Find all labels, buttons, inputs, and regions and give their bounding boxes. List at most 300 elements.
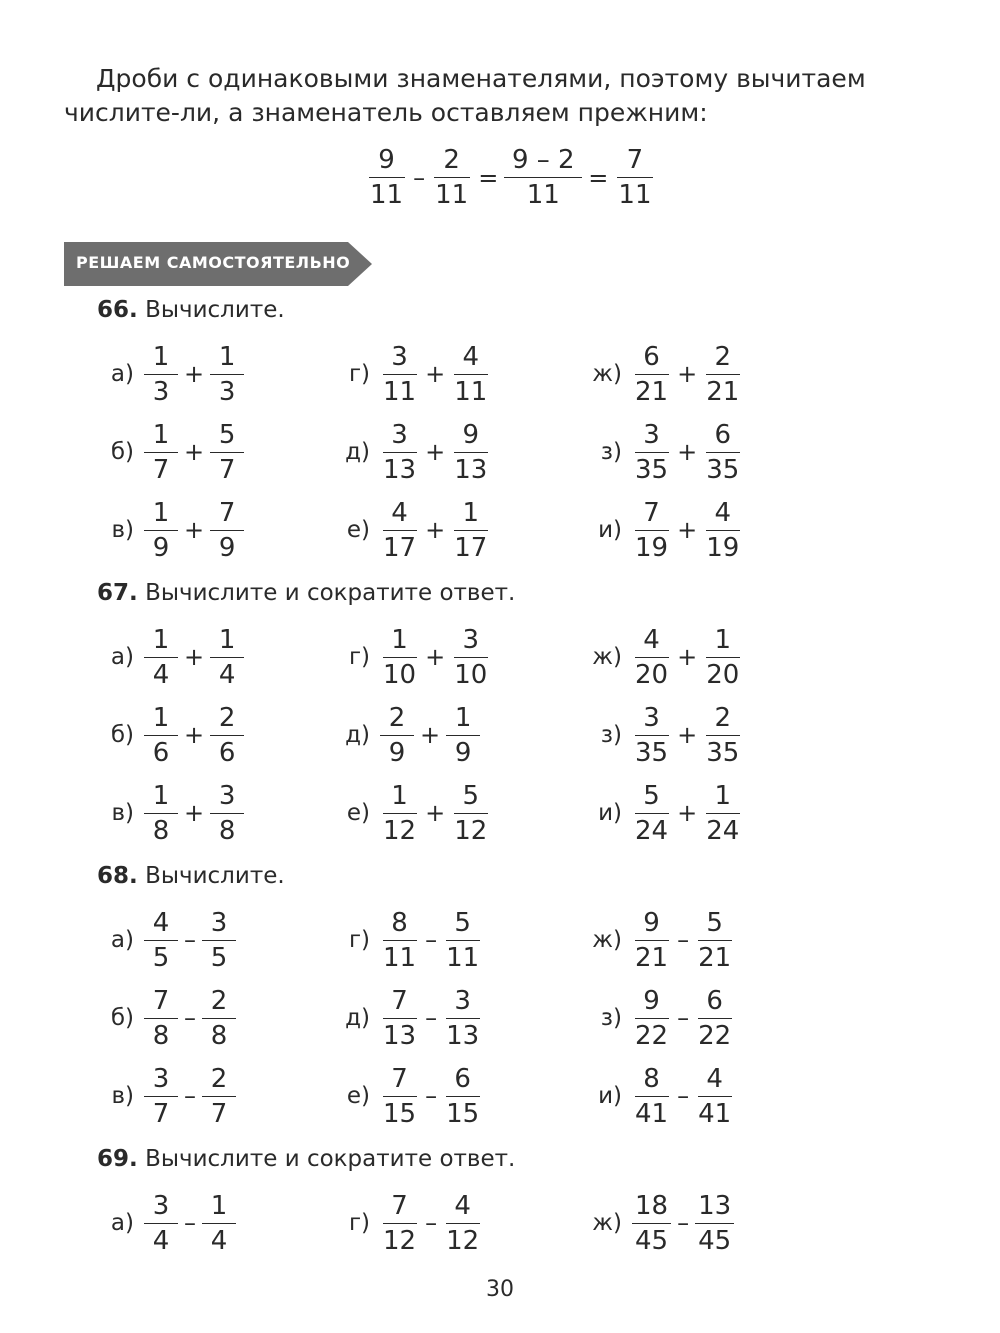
numerator: 3 (383, 340, 417, 375)
denominator: 8 (152, 1020, 170, 1051)
numerator: 13 (695, 1189, 734, 1224)
denominator: 45 (698, 1225, 732, 1256)
numerator: 5 (698, 906, 732, 941)
denominator: 21 (706, 376, 740, 407)
denominator: 11 (618, 180, 652, 210)
numerator: 4 (446, 1189, 480, 1224)
page-number: 30 (486, 1277, 514, 1302)
operator-sign: – (425, 926, 438, 954)
fraction (202, 1062, 236, 1131)
formula-fraction-1 (366, 143, 407, 212)
numerator: 7 (383, 984, 417, 1019)
denominator: 19 (706, 532, 740, 563)
exercise-letter: и) (598, 517, 622, 543)
denominator: 11 (383, 942, 417, 973)
numerator: 5 (454, 779, 488, 814)
numerator: 1 (383, 623, 417, 658)
operator-sign: + (677, 721, 698, 749)
denominator: 35 (635, 454, 669, 485)
task-68-title (97, 863, 285, 889)
fraction (451, 340, 490, 409)
numerator: 1 (454, 496, 488, 531)
exercise-letter: а) (110, 1210, 134, 1236)
fraction (380, 340, 419, 409)
denominator: 41 (635, 1098, 669, 1129)
fraction (632, 1189, 671, 1258)
denominator: 11 (435, 180, 469, 210)
fraction (210, 779, 244, 848)
exercise-item (100, 1186, 236, 1260)
exercise-item (336, 1059, 482, 1133)
exercise-letter: ж) (592, 644, 622, 670)
denominator: 41 (698, 1098, 732, 1129)
operator-sign: – (677, 926, 690, 954)
operator-sign: – (425, 1004, 438, 1032)
operator-sign: + (425, 799, 446, 827)
numerator: 7 (210, 496, 244, 531)
numerator: 1 (446, 701, 480, 736)
exercise-letter: е) (346, 800, 370, 826)
fraction (210, 418, 244, 487)
numerator: 2 (380, 701, 414, 736)
fraction (144, 984, 178, 1053)
numerator: 4 (706, 496, 740, 531)
exercise-item (336, 620, 490, 694)
denominator: 15 (383, 1098, 417, 1129)
fraction (703, 340, 742, 409)
numerator: 1 (210, 340, 244, 375)
fraction (443, 1062, 482, 1131)
numerator: 7 (383, 1062, 417, 1097)
exercise-letter: ж) (592, 927, 622, 953)
operator-sign: + (677, 799, 698, 827)
fraction (380, 496, 419, 565)
task-number: 68. (97, 863, 138, 889)
denominator: 11 (454, 376, 488, 407)
fraction (144, 779, 178, 848)
denominator: 15 (446, 1098, 480, 1129)
numerator: 3 (383, 418, 417, 453)
fraction (144, 906, 178, 975)
exercise-item (588, 493, 742, 567)
task-66-title (97, 297, 285, 323)
denominator: 6 (218, 737, 236, 768)
fraction (703, 623, 742, 692)
task-number: 67. (97, 580, 138, 606)
exercise-letter: и) (598, 800, 622, 826)
operator-sign: + (425, 516, 446, 544)
exercise-item (336, 981, 482, 1055)
numerator: 9 (454, 418, 488, 453)
fraction (451, 418, 490, 487)
exercise-letter: з) (600, 722, 622, 748)
exercise-letter: в) (111, 800, 134, 826)
exercise-letter: д) (345, 1005, 370, 1031)
operator-sign: – (677, 1004, 690, 1032)
operator-sign: + (184, 438, 205, 466)
denominator: 9 (454, 737, 472, 768)
numerator: 1 (144, 496, 178, 531)
numerator: 6 (446, 1062, 480, 1097)
exercise-item (588, 981, 734, 1055)
operator-sign: + (184, 721, 205, 749)
exercise-item (336, 493, 490, 567)
exercise-item (588, 698, 742, 772)
exercise-letter: д) (345, 439, 370, 465)
fraction (632, 984, 671, 1053)
denominator: 20 (706, 659, 740, 690)
denominator: 10 (383, 659, 417, 690)
denominator: 21 (635, 376, 669, 407)
numerator: 5 (635, 779, 669, 814)
fraction (451, 779, 490, 848)
fraction (210, 496, 244, 565)
denominator: 4 (218, 659, 236, 690)
exercise-letter: в) (111, 1083, 134, 1109)
denominator: 11 (383, 376, 417, 407)
formula-fraction-4 (614, 143, 655, 212)
exercise-item (100, 415, 244, 489)
fraction (632, 779, 671, 848)
fraction (144, 623, 178, 692)
denominator: 12 (454, 815, 488, 846)
fraction (695, 1189, 734, 1258)
numerator: 4 (144, 906, 178, 941)
exercise-letter: а) (110, 361, 134, 387)
numerator: 4 (454, 340, 488, 375)
task-number: 66. (97, 297, 138, 323)
exercise-letter: б) (110, 439, 134, 465)
fraction (144, 340, 178, 409)
denominator: 22 (698, 1020, 732, 1051)
example-formula (366, 143, 656, 212)
fraction (210, 623, 244, 692)
formula-fraction-3 (504, 143, 582, 212)
fraction (451, 623, 490, 692)
numerator: 5 (210, 418, 244, 453)
exercise-letter: а) (110, 927, 134, 953)
numerator: 2 (202, 1062, 236, 1097)
exercise-item (588, 415, 742, 489)
task-number: 69. (97, 1146, 138, 1172)
section-banner (64, 242, 372, 286)
denominator: 3 (218, 376, 236, 407)
denominator: 12 (383, 815, 417, 846)
exercise-item (100, 981, 236, 1055)
fraction (210, 340, 244, 409)
fraction (451, 496, 490, 565)
exercise-letter: д) (345, 722, 370, 748)
fraction (144, 1062, 178, 1131)
denominator: 24 (635, 815, 669, 846)
denominator: 21 (635, 942, 669, 973)
task-instruction: Вычислите. (145, 863, 285, 889)
denominator: 5 (152, 942, 170, 973)
numerator: 7 (144, 984, 178, 1019)
fraction (703, 496, 742, 565)
fraction (446, 701, 480, 770)
denominator: 4 (152, 659, 170, 690)
numerator: 2 (434, 143, 470, 178)
numerator: 1 (202, 1189, 236, 1224)
intro-text: Дроби с одинаковыми знаменателями, поэтому вычитаем числите-ли, а знаменатель оставляем прежним: (64, 64, 866, 127)
denominator: 7 (210, 1098, 228, 1129)
numerator: 9 (635, 984, 669, 1019)
fraction (695, 1062, 734, 1131)
fraction (144, 496, 178, 565)
denominator: 9 (388, 737, 406, 768)
exercise-letter: е) (346, 517, 370, 543)
numerator: 9 – 2 (504, 143, 582, 178)
numerator: 3 (210, 779, 244, 814)
fraction (632, 418, 671, 487)
exercise-letter: в) (111, 517, 134, 543)
denominator: 8 (218, 815, 236, 846)
numerator: 6 (635, 340, 669, 375)
denominator: 17 (454, 532, 488, 563)
operator-sign: + (677, 438, 698, 466)
denominator: 17 (383, 532, 417, 563)
operator-sign: + (677, 643, 698, 671)
fraction (695, 906, 734, 975)
exercise-letter: г) (348, 644, 370, 670)
exercise-item (588, 903, 734, 977)
denominator: 35 (635, 737, 669, 768)
banner-label: РЕШАЕМ САМОСТОЯТЕЛЬНО (76, 253, 351, 272)
denominator: 6 (152, 737, 170, 768)
exercise-item (336, 415, 490, 489)
intro-paragraph (64, 62, 964, 130)
denominator: 20 (635, 659, 669, 690)
operator-sign: + (184, 516, 205, 544)
fraction (380, 906, 419, 975)
fraction (703, 779, 742, 848)
fraction (632, 906, 671, 975)
denominator: 10 (454, 659, 488, 690)
fraction (443, 1189, 482, 1258)
denominator: 8 (210, 1020, 228, 1051)
exercise-item (336, 698, 480, 772)
exercise-item (588, 620, 742, 694)
fraction (695, 984, 734, 1053)
denominator: 12 (383, 1225, 417, 1256)
exercise-item (588, 337, 742, 411)
numerator: 9 (635, 906, 669, 941)
operator-sign: – (184, 1082, 196, 1110)
fraction (380, 1062, 419, 1131)
denominator: 21 (698, 942, 732, 973)
denominator: 11 (446, 942, 480, 973)
fraction (210, 701, 244, 770)
numerator: 7 (635, 496, 669, 531)
exercise-item (100, 698, 244, 772)
exercise-letter: г) (348, 927, 370, 953)
exercise-letter: ж) (592, 1210, 622, 1236)
task-instruction: Вычислите и сократите ответ. (145, 1146, 516, 1172)
fraction (380, 779, 419, 848)
exercise-item (100, 776, 244, 850)
operator-sign: – (677, 1082, 690, 1110)
numerator: 1 (210, 623, 244, 658)
operator-sign: – (425, 1209, 438, 1237)
task-67-title (97, 580, 515, 606)
task-instruction: Вычислите. (145, 297, 285, 323)
numerator: 3 (635, 701, 669, 736)
denominator: 35 (706, 737, 740, 768)
numerator: 9 (369, 143, 405, 178)
exercise-item (100, 620, 244, 694)
task-69-title (97, 1146, 515, 1172)
fraction (144, 418, 178, 487)
exercise-letter: б) (110, 1005, 134, 1031)
denominator: 7 (218, 454, 236, 485)
exercise-item (336, 337, 490, 411)
denominator: 3 (152, 376, 170, 407)
numerator: 1 (706, 623, 740, 658)
numerator: 5 (446, 906, 480, 941)
numerator: 18 (632, 1189, 671, 1224)
numerator: 7 (383, 1189, 417, 1224)
numerator: 1 (144, 418, 178, 453)
exercise-letter: з) (600, 1005, 622, 1031)
operator-sign: + (425, 438, 446, 466)
formula-fraction-2 (431, 143, 472, 212)
numerator: 6 (698, 984, 732, 1019)
exercise-item (100, 337, 244, 411)
numerator: 7 (617, 143, 653, 178)
numerator: 1 (706, 779, 740, 814)
fraction (380, 623, 419, 692)
exercise-item (100, 903, 236, 977)
operator-sign: – (677, 1209, 690, 1237)
fraction (144, 1189, 178, 1258)
exercise-letter: е) (346, 1083, 370, 1109)
fraction (443, 906, 482, 975)
fraction (144, 701, 178, 770)
operator-sign: + (420, 721, 441, 749)
fraction (202, 984, 236, 1053)
minus-sign: – (413, 163, 426, 192)
numerator: 1 (144, 779, 178, 814)
numerator: 1 (144, 623, 178, 658)
fraction (703, 701, 742, 770)
denominator: 9 (218, 532, 236, 563)
exercise-item (588, 1059, 734, 1133)
numerator: 4 (698, 1062, 732, 1097)
denominator: 13 (446, 1020, 480, 1051)
exercise-letter: и) (598, 1083, 622, 1109)
fraction (202, 906, 236, 975)
numerator: 6 (706, 418, 740, 453)
equals-sign: = (478, 163, 499, 192)
exercise-item (588, 1186, 734, 1260)
fraction (632, 1062, 671, 1131)
operator-sign: + (425, 360, 446, 388)
numerator: 3 (144, 1062, 178, 1097)
denominator: 13 (383, 1020, 417, 1051)
numerator: 3 (454, 623, 488, 658)
operator-sign: + (184, 360, 205, 388)
denominator: 45 (635, 1225, 669, 1256)
numerator: 1 (144, 701, 178, 736)
operator-sign: – (425, 1082, 438, 1110)
numerator: 3 (635, 418, 669, 453)
exercise-item (336, 776, 490, 850)
denominator: 4 (210, 1225, 228, 1256)
fraction (380, 1189, 419, 1258)
operator-sign: – (184, 1209, 196, 1237)
numerator: 3 (144, 1189, 178, 1224)
operator-sign: + (677, 360, 698, 388)
denominator: 24 (706, 815, 740, 846)
denominator: 5 (210, 942, 228, 973)
numerator: 4 (383, 496, 417, 531)
fraction (632, 701, 671, 770)
exercise-item (336, 1186, 482, 1260)
fraction (632, 496, 671, 565)
denominator: 9 (152, 532, 170, 563)
task-instruction: Вычислите и сократите ответ. (145, 580, 516, 606)
numerator: 4 (635, 623, 669, 658)
fraction (380, 984, 419, 1053)
denominator: 12 (446, 1225, 480, 1256)
numerator: 2 (706, 701, 740, 736)
denominator: 7 (152, 1098, 170, 1129)
operator-sign: – (184, 926, 196, 954)
numerator: 2 (202, 984, 236, 1019)
exercise-letter: г) (348, 361, 370, 387)
denominator: 7 (152, 454, 170, 485)
numerator: 3 (446, 984, 480, 1019)
numerator: 2 (706, 340, 740, 375)
denominator: 19 (635, 532, 669, 563)
operator-sign: + (425, 643, 446, 671)
numerator: 3 (202, 906, 236, 941)
numerator: 2 (210, 701, 244, 736)
exercise-item (100, 1059, 236, 1133)
denominator: 35 (706, 454, 740, 485)
exercise-letter: б) (110, 722, 134, 748)
exercise-letter: а) (110, 644, 134, 670)
numerator: 1 (144, 340, 178, 375)
operator-sign: + (184, 643, 205, 671)
equals-sign: = (588, 163, 609, 192)
denominator: 11 (526, 180, 560, 210)
exercise-item (588, 776, 742, 850)
operator-sign: + (677, 516, 698, 544)
numerator: 8 (635, 1062, 669, 1097)
denominator: 4 (152, 1225, 170, 1256)
exercise-letter: г) (348, 1210, 370, 1236)
denominator: 13 (383, 454, 417, 485)
numerator: 1 (383, 779, 417, 814)
fraction (632, 340, 671, 409)
denominator: 22 (635, 1020, 669, 1051)
fraction (202, 1189, 236, 1258)
operator-sign: – (184, 1004, 196, 1032)
exercise-letter: з) (600, 439, 622, 465)
fraction (380, 418, 419, 487)
exercise-letter: ж) (592, 361, 622, 387)
exercise-item (336, 903, 482, 977)
fraction (703, 418, 742, 487)
fraction (632, 623, 671, 692)
denominator: 11 (370, 180, 404, 210)
fraction (443, 984, 482, 1053)
operator-sign: + (184, 799, 205, 827)
fraction (380, 701, 414, 770)
exercise-item (100, 493, 244, 567)
